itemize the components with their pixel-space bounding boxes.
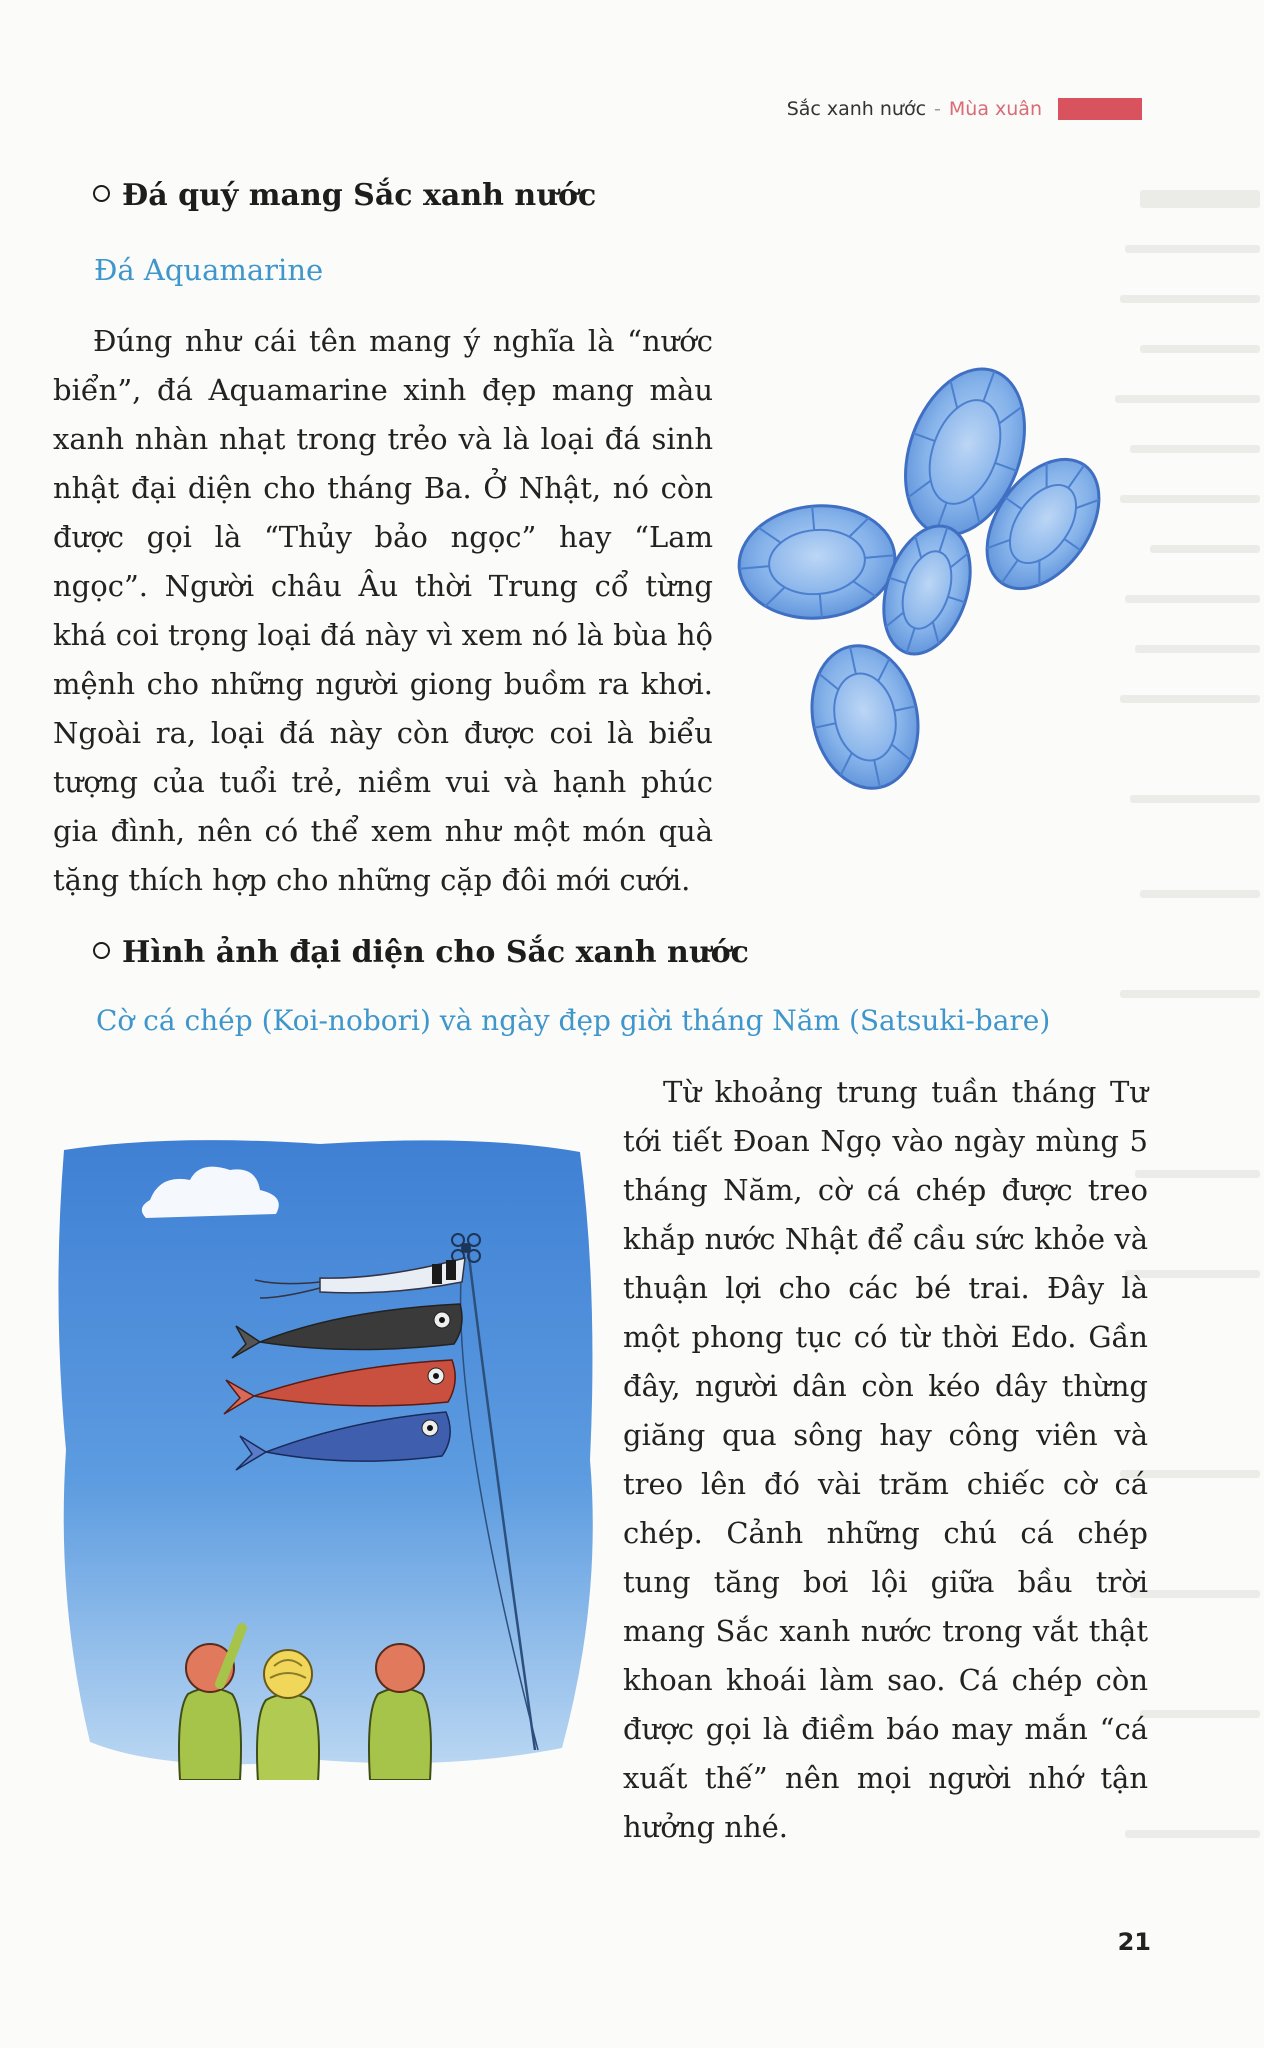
gem-left	[735, 499, 900, 624]
header-color-swatch	[1058, 98, 1142, 120]
gems-heading	[93, 178, 596, 213]
imagery-heading-text: Hình ảnh đại diện cho Sắc xanh nước	[122, 935, 749, 970]
header-season: Mùa xuân	[948, 98, 1042, 120]
page-number: 21	[1117, 1928, 1151, 1956]
gems-paragraph	[53, 317, 713, 905]
imagery-paragraph-text: Từ khoảng trung tuần tháng Tư tới tiết Đoan Ngọ vào ngày mùng 5 tháng Năm, cờ cá chép được treo khắp nước Nhật để cầu sức khỏe và thuận lợi cho các bé trai. Đây là một phong tục có từ thời Edo. Gần đây, người dân còn kéo dây thừng giăng qua sông hay công viên và treo lên đó vài trăm chiếc cờ cá chép. Cảnh những chú cá chép tung tăng bơi lội giữa bầu trời mang Sắc xanh nước trong vắt thật khoan khoái làm sao. Cá chép còn được gọi là điềm báo may mắn “cá xuất thế” nên mọi người nhớ tận hưởng nhé.	[623, 1075, 1148, 1844]
gems-paragraph-text: Đúng như cái tên mang ý nghĩa là “nước biển”, đá Aquamarine xinh đẹp mang màu xanh nhàn nhạt trong trẻo và là loại đá sinh nhật đại diện cho tháng Ba. Ở Nhật, nó còn được gọi là “Thủy bảo ngọc” hay “Lam ngọc”. Người châu Âu thời Trung cổ từng khá coi trọng loại đá này vì xem nó là bùa hộ mệnh cho những người giong buồm ra khơi. Ngoài ra, loại đá này còn được coi là biểu tượng của tuổi trẻ, niềm vui và hạnh phúc gia đình, nên có thể xem như một món quà tặng thích hợp cho những cặp đôi mới cưới.	[53, 324, 713, 897]
header-section-title: Sắc xanh nước	[786, 98, 927, 120]
bullet-circle-icon	[93, 185, 110, 202]
child-figure-middle	[257, 1650, 319, 1780]
imagery-subheading: Cờ cá chép (Koi-nobori) và ngày đẹp giời tháng Năm (Satsuki-bare)	[96, 1004, 1051, 1037]
bullet-circle-icon	[93, 942, 110, 959]
child-figure-right	[369, 1644, 431, 1780]
gem-bottom	[799, 636, 931, 798]
gems-heading-text: Đá quý mang Sắc xanh nước	[122, 178, 597, 213]
running-header	[787, 98, 1142, 120]
header-separator: -	[934, 98, 941, 120]
imagery-paragraph	[623, 1068, 1148, 1852]
aquamarine-gems-illustration	[735, 362, 1115, 802]
gems-subheading: Đá Aquamarine	[94, 253, 324, 287]
imagery-heading	[93, 935, 749, 970]
koi-nobori-illustration	[50, 1130, 605, 1780]
